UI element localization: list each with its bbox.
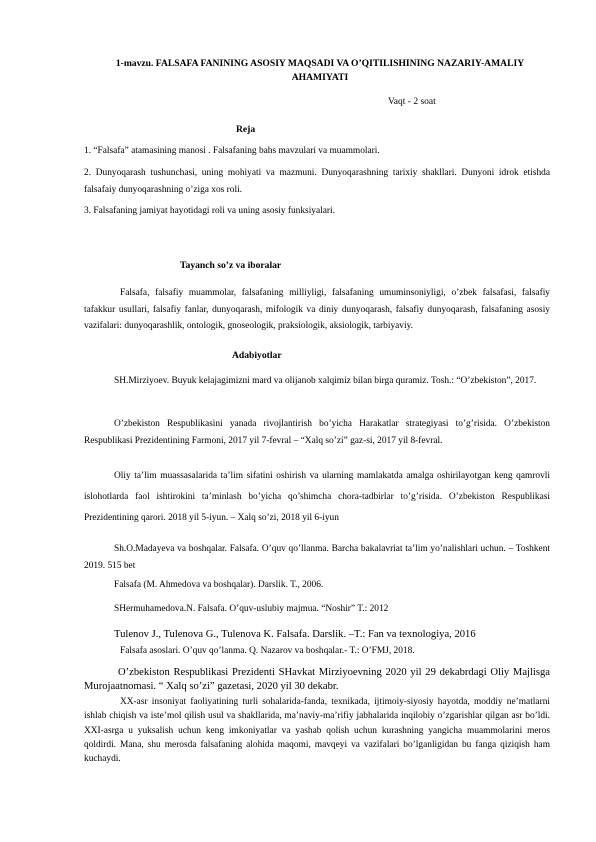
reference-item: O’zbekiston Respublikasini yanada rivojlantirish bo’yicha Harakatlar strategiyasi to’g’risida. O’zbekiston Respublikasi Prezidentining Farmoni, 2017 yil 7-fevral – “Xalq so’zi” gaz-si, 2017 yil 8-fevral. [84,419,550,446]
reference-item: O’zbekiston Respublikasi Prezidenti SHavkat Mirziyoevning 2020 yil 29 dekabrdagi Oliy Majlisga Murojaatnomasi. “ Xalq so’zi” gazetasi, 2020 yil 30 dekabr. [84,667,550,692]
keywords-paragraph: Falsafa, falsafiy muammolar, falsafaning milliyligi, falsafaning umuminsoniyligi, o’zbek falsafasi, falsafiy tafakkur usullari, falsafiy fanlar, dunyoqarash, mifologik va diniy dunyoqarash, falsafiy dunyoqarash, falsafaning asosiy vazifalari: dunyoqarashlik, ontologik, gnoseologik, praksiologik, aksiologik, tarbiyaviy. [84,288,550,331]
reference-item: Sh.O.Madayeva va boshqalar. Falsafa. O’quv qo’llanma. Barcha bakalavriat ta’lim yo’nalishlari uchun. – Toshkent 2019. 515 bet [84,544,550,571]
plan-item: 2. Dunyoqarash tushunchasi, uning mohiyati va mazmuni. Dunyoqarashning tarixiy shakllari. Dunyoni idrok etishda falsafaiy dunyoqarashning o’ziga xos roli. [84,168,550,195]
reference-item: Oliy ta’lim muassasalarida ta’lim sifatini oshirish va ularning mamlakatda amalga oshirilayotgan keng qamrovli islohotlarda faol ishtirokini ta’minlash bo’yicha qo’shimcha chora-tadbirlar to’g’risida. O’zbekiston Respublikasi Prezidentining qarori. 2018 yil 5-iyun. – Xalq so’zi, 2018 yil 6-iyun [84,471,550,523]
keywords-heading: Tayanch so’z va iboralar [180,260,282,271]
reference-item: Falsafa (M. Ahmedova va boshqalar). Darslik. T., 2006. [114,580,324,590]
reference-item: Falsafa asoslari. O’quv qo’lanma. Q. Nazarov va boshqalar.- T.: O’FMJ, 2018. [120,646,415,656]
reference-item: SHermuhamedova.N. Falsafa. O’quv-uslubiy majmua. “Noshir” T.: 2012 [114,604,389,614]
closing-paragraph: XX-asr insoniyat faoliyatining turli sohalarida-fanda, texnikada, ijtimoiy-siyosiy hayotda, moddiy ne’matlarni ishlab chiqish va iste’mol qilish usul va shakllarida, ma’naviy-ma’rifiy jabhalarida inqilobiy o’zgarishlar qilgan asr bo’ldi. XXI-asrga u yuksalish uchun keng imkoniyatlar va yashab qolish uchun kurashning yangicha muammolarini meros qoldirdi. Mana, shu merosda falsafaning alohida maqomi, mavqeyi va vazifalari bo’lganligidan bu fanga qiziqish ham kuchaydi. [84,697,550,765]
reference-item: SH.Mirziyoev. Buyuk kelajagimizni mard va olijanob xalqimiz bilan birga quramiz. Tosh.: “O’zbekiston”, 2017. [114,376,537,386]
duration-label: Vaqt - 2 soat [388,97,436,107]
reference-item: Tulenov J., Tulenova G., Tulenova K. Falsafa. Darslik. –T.: Fan va texnologiya, 2016 [114,629,476,640]
plan-item: 1. “Falsafa” atamasining manosi . Falsafaning bahs mavzulari va muammolari. [84,146,380,156]
references-heading: Adabiyotlar [232,350,282,361]
page-title: 1-mavzu. FALSAFA FANINING ASOSIY MAQSADI VA O’QITILISHINING NAZARIY-AMALIY AHAMIYATI [115,58,525,83]
plan-item: 3. Falsafaning jamiyat hayotidagi roli va uning asosiy funksiyalari. [84,206,335,216]
plan-heading: Reja [236,124,256,135]
